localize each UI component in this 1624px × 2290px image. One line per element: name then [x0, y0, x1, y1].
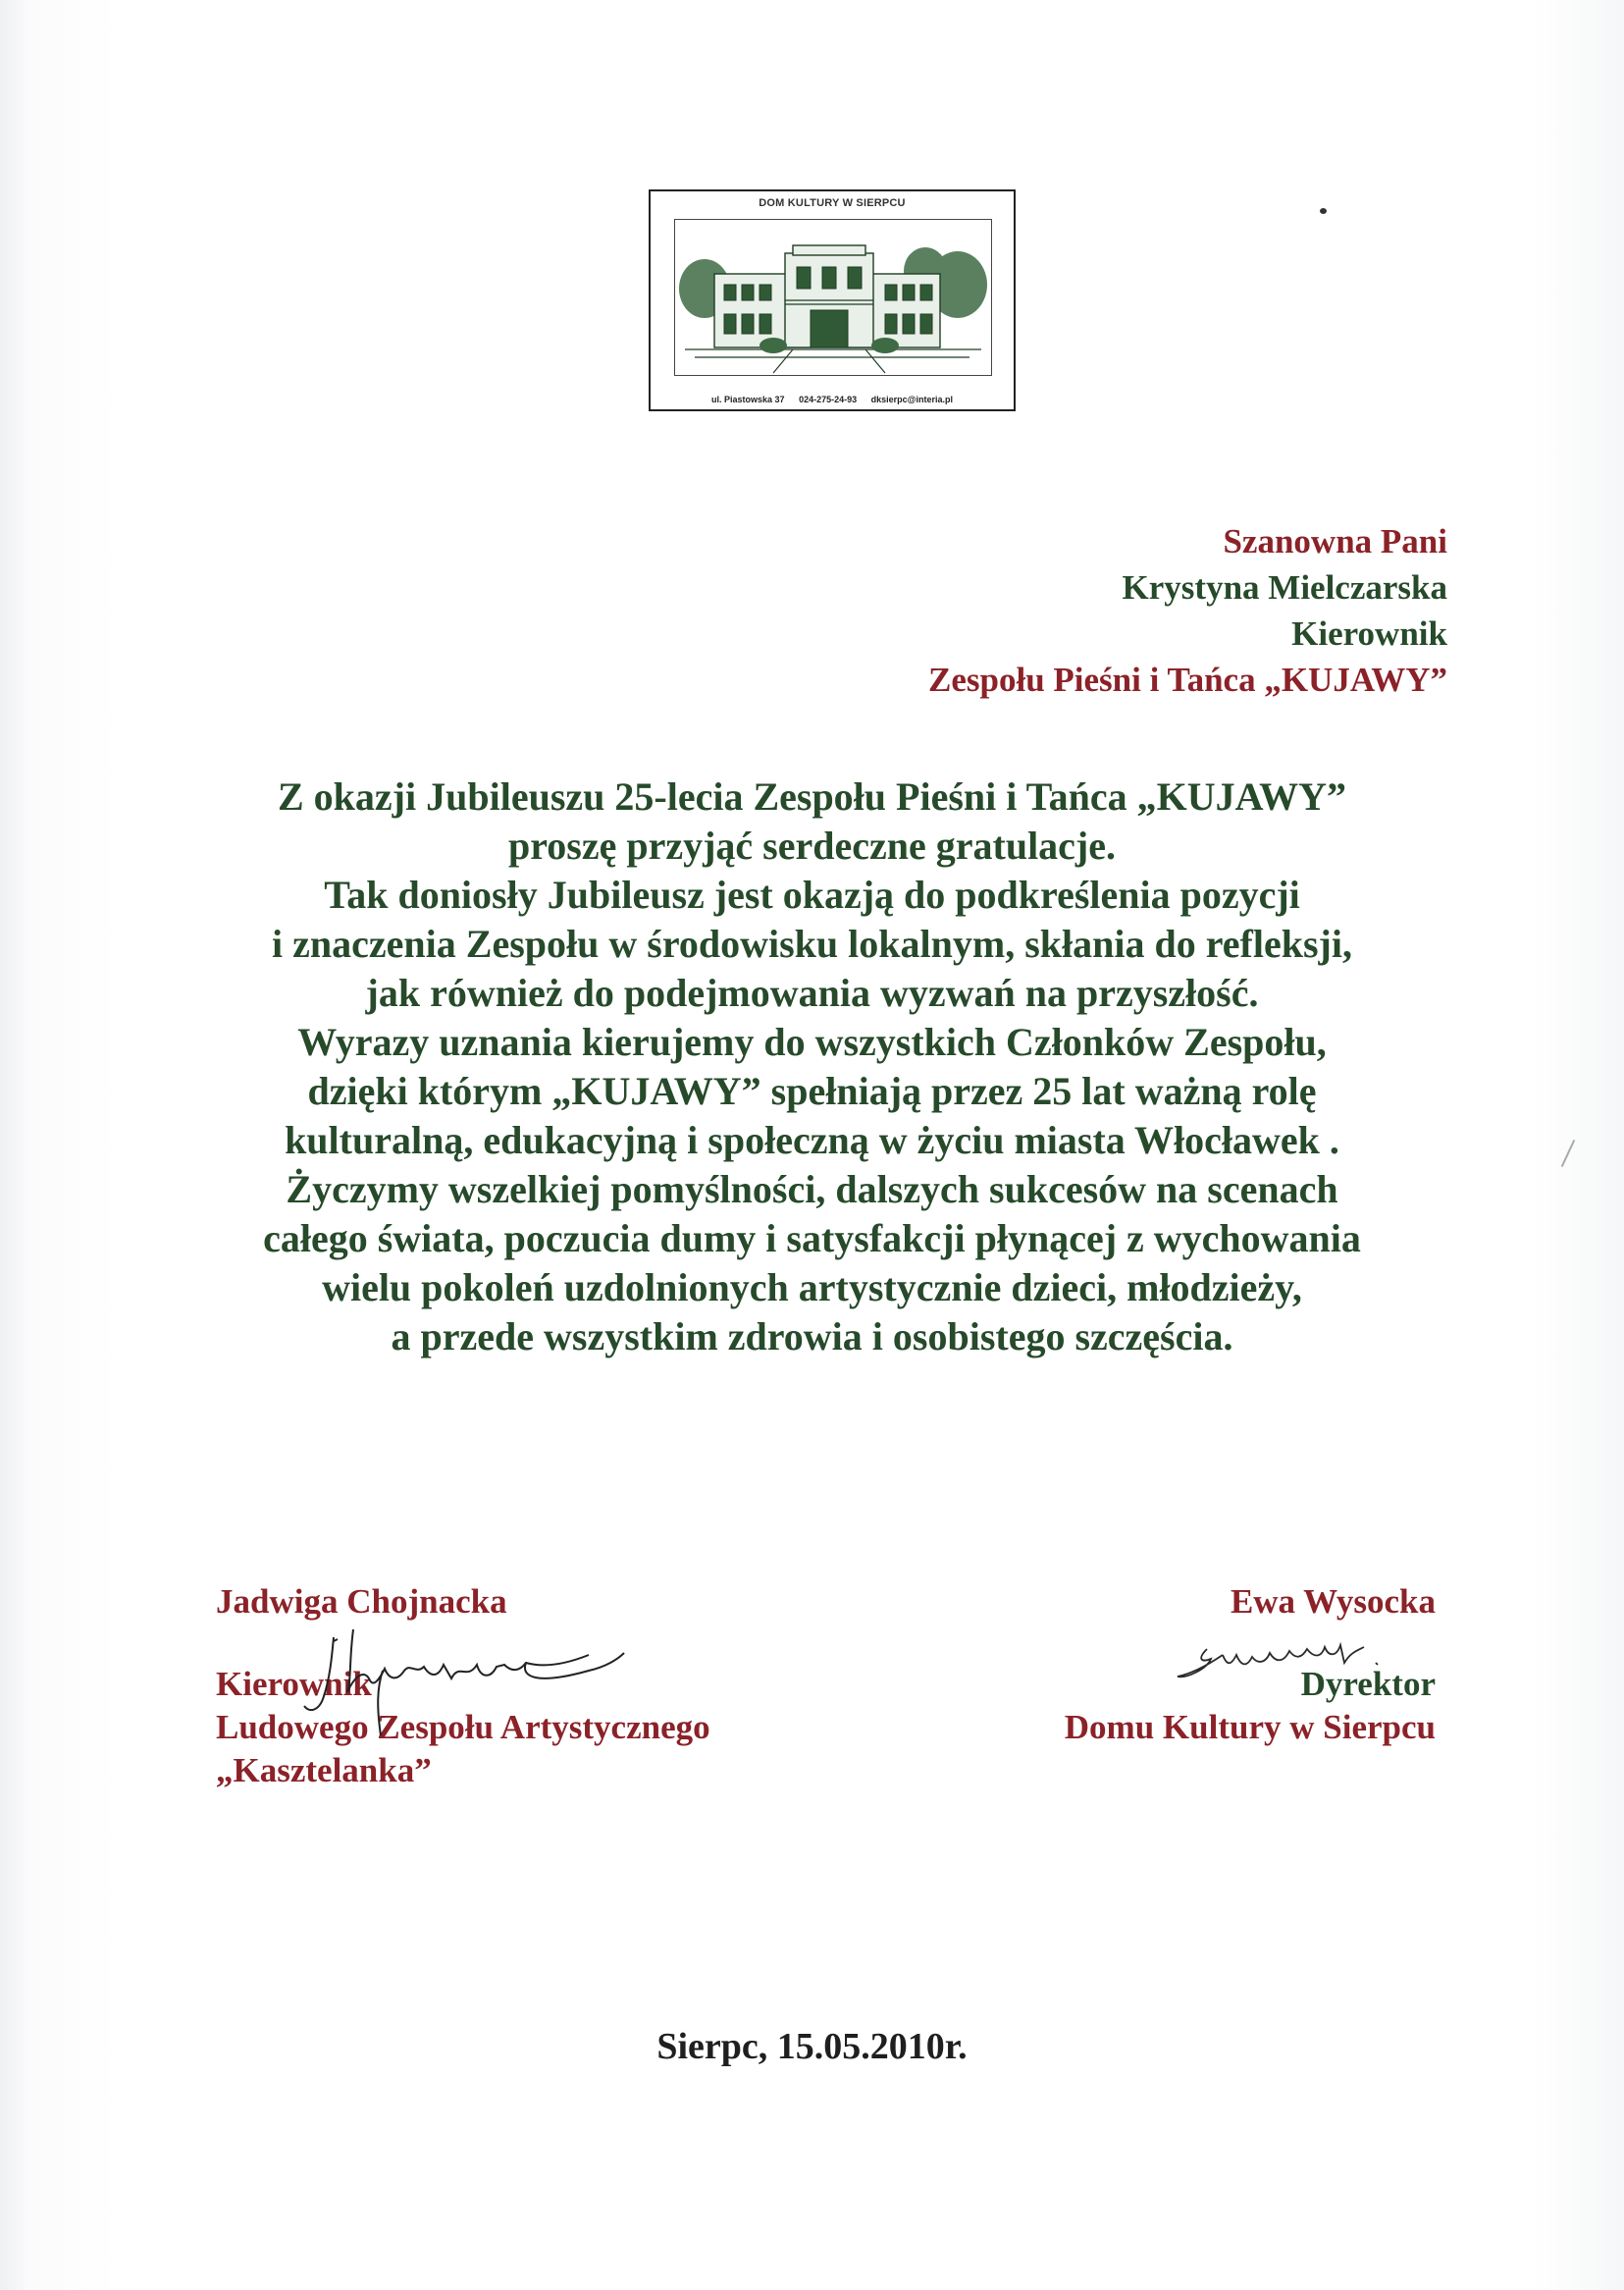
- salutation: Szanowna Pani: [1223, 522, 1447, 560]
- ink-dot: [1320, 208, 1327, 214]
- body-line: kulturalną, edukacyjną i społeczną w życiu miasta Włocławek .: [285, 1118, 1339, 1162]
- body-line: całego świata, poczucia dumy i satysfakcji płynącej z wychowania: [263, 1216, 1361, 1260]
- signatory-right-title: Dyrektor: [1300, 1665, 1436, 1703]
- letterhead: [649, 189, 1016, 411]
- letterhead-title: DOM KULTURY W SIERPCU: [759, 197, 906, 209]
- handwritten-signature-right: [1168, 1629, 1423, 1708]
- body-line: wielu pokoleń uzdolnionych artystycznie dzieci, młodzieży,: [322, 1265, 1302, 1309]
- body-line: i znaczenia Zespołu w środowisku lokalnym, skłania do refleksji,: [272, 922, 1352, 966]
- signatory-left-org-line1: Ludowego Zespołu Artystycznego: [216, 1708, 710, 1746]
- date-line: Sierpc, 15.05.2010r.: [656, 2026, 968, 2067]
- addressee-organization: Zespołu Pieśni i Tańca „KUJAWY”: [928, 661, 1447, 699]
- signatory-right-name: Ewa Wysocka: [1230, 1582, 1436, 1621]
- scan-mark: [1561, 1140, 1575, 1167]
- addressee-block: [928, 518, 1447, 703]
- body-line: jak również do podejmowania wyzwań na przyszłość.: [365, 971, 1259, 1015]
- letter-body: [147, 772, 1477, 1361]
- building-illustration-icon: [674, 219, 992, 376]
- body-line: proszę przyjąć serdeczne gratulacje.: [507, 824, 1117, 868]
- body-line: Z okazji Jubileuszu 25-lecia Zespołu Pieśni i Tańca „KUJAWY”: [277, 774, 1347, 819]
- body-line: dzięki którym „KUJAWY” spełniają przez 25 lat ważną rolę: [307, 1069, 1317, 1113]
- signatory-left-org-line2: „Kasztelanka”: [216, 1751, 432, 1789]
- signatory-left-title: Kierownik: [216, 1665, 372, 1703]
- addressee-name: Krystyna Mielczarska: [1122, 568, 1447, 607]
- body-line: Wyrazy uznania kierujemy do wszystkich Członków Zespołu,: [297, 1020, 1327, 1064]
- addressee-position: Kierownik: [1291, 614, 1447, 653]
- body-line: Tak doniosły Jubileusz jest okazją do podkreślenia pozycji: [324, 873, 1300, 917]
- letterhead-phone: 024-275-24-93: [799, 395, 858, 404]
- letterhead-email: dksierpc@interia.pl: [870, 395, 953, 404]
- body-line: a przede wszystkim zdrowia i osobistego szczęścia.: [391, 1314, 1233, 1358]
- signatory-left-name: Jadwiga Chojnacka: [216, 1582, 507, 1621]
- body-line: Życzymy wszelkiej pomyślności, dalszych sukcesów na scenach: [286, 1167, 1338, 1211]
- letterhead-contact: [651, 395, 1014, 404]
- letterhead-address: ul. Piastowska 37: [711, 395, 785, 404]
- handwritten-signature-left: [294, 1620, 628, 1747]
- signatory-right-org-line1: Domu Kultury w Sierpcu: [1064, 1708, 1436, 1746]
